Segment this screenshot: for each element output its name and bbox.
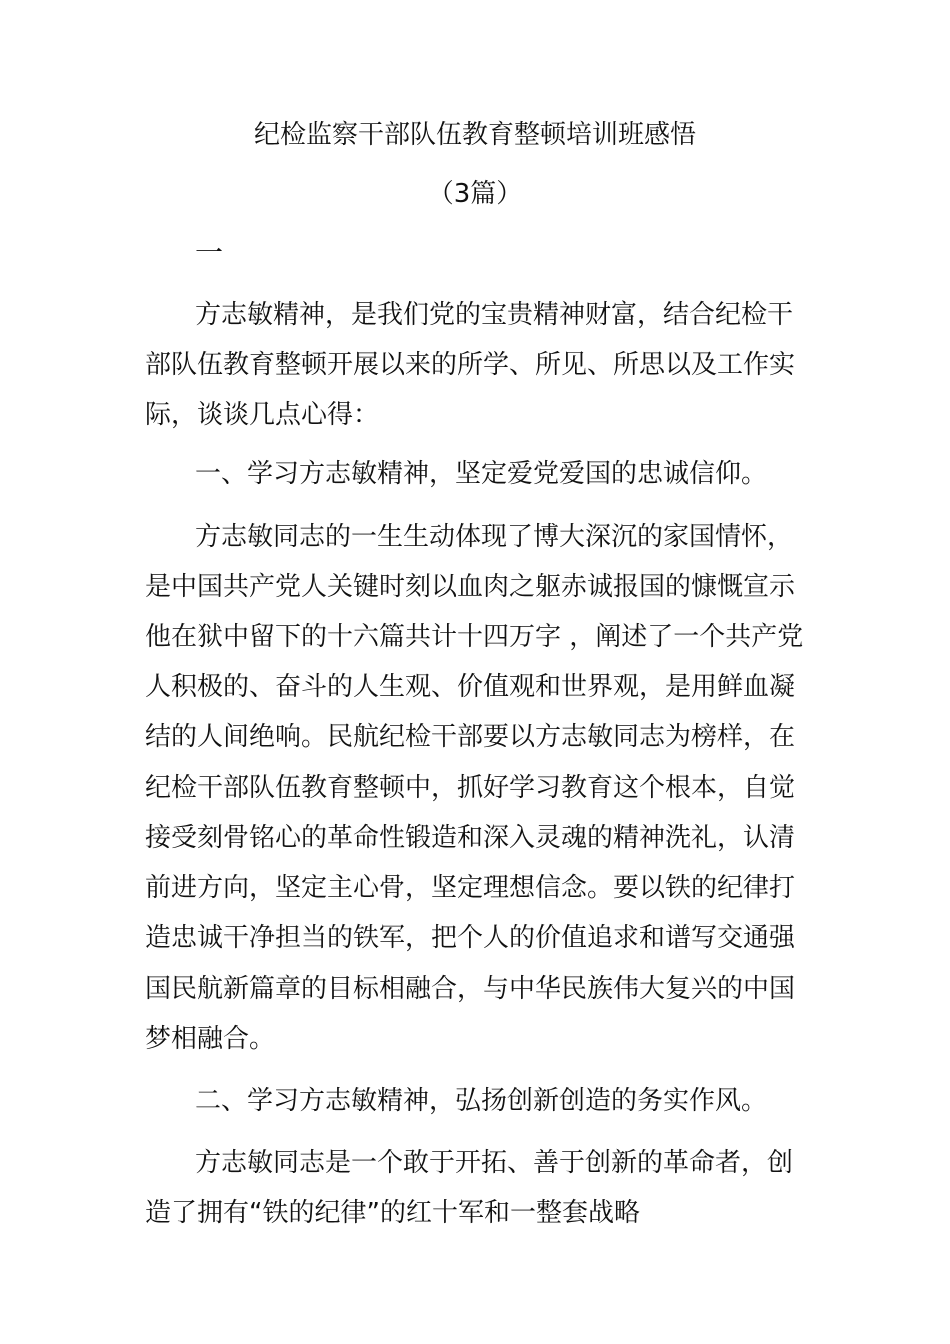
paragraph-line: 造忠诚干净担当的铁军，把个人的价值追求和谱写交通强 [145,923,796,953]
paragraph-line: 梦相融合。 [145,1024,276,1054]
paragraph-line: 际，谈谈几点心得： [145,400,380,430]
paragraph-line: 国民航新篇章的目标相融合，与中华民族伟大复兴的中国 [145,974,796,1004]
paragraph-line: 是中国共产党人关键时刻以血肉之躯赤诚报国的慷慨宣示 [145,572,796,602]
paragraph-line: 结的人间绝响。民航纪检干部要以方志敏同志为榜样，在 [145,722,796,752]
paragraph-line: 他在狱中留下的十六篇共计十四万字 ，阐述了一个共产党 [145,622,804,652]
section-marker: 一 [195,236,224,269]
document-title: 纪检监察干部队伍教育整顿培训班感悟 [253,120,696,150]
section-heading: 一、学习方志敏精神，坚定爱党爱国的忠诚信仰。 [195,459,768,489]
paragraph-line: 前进方向，坚定主心骨，坚定理想信念。要以铁的纪律打 [145,873,796,903]
paragraph-line: 纪检干部队伍教育整顿中，抓好学习教育这个根本，自觉 [145,773,796,803]
paragraph-line: 造了拥有“铁的纪律”的红十军和一整套战略 [145,1198,640,1228]
paragraph-line: 方志敏同志的一生生动体现了博大深沉的家国情怀， [195,522,794,552]
paragraph-line: 接受刻骨铭心的革命性锻造和深入灵魂的精神洗礼，认清 [145,823,796,853]
paragraph-line: 方志敏精神，是我们党的宝贵精神财富，结合纪检干 [195,300,794,330]
section-heading: 二、学习方志敏精神，弘扬创新创造的务实作风。 [195,1086,768,1116]
paragraph-line: 部队伍教育整顿开展以来的所学、所见、所思以及工作实 [145,350,796,380]
paragraph-line: 人积极的、奋斗的人生观、价值观和世界观，是用鲜血凝 [145,672,796,702]
document-subtitle: （3篇） [427,179,523,209]
paragraph-line: 方志敏同志是一个敢于开拓、善于创新的革命者，创 [195,1148,794,1178]
